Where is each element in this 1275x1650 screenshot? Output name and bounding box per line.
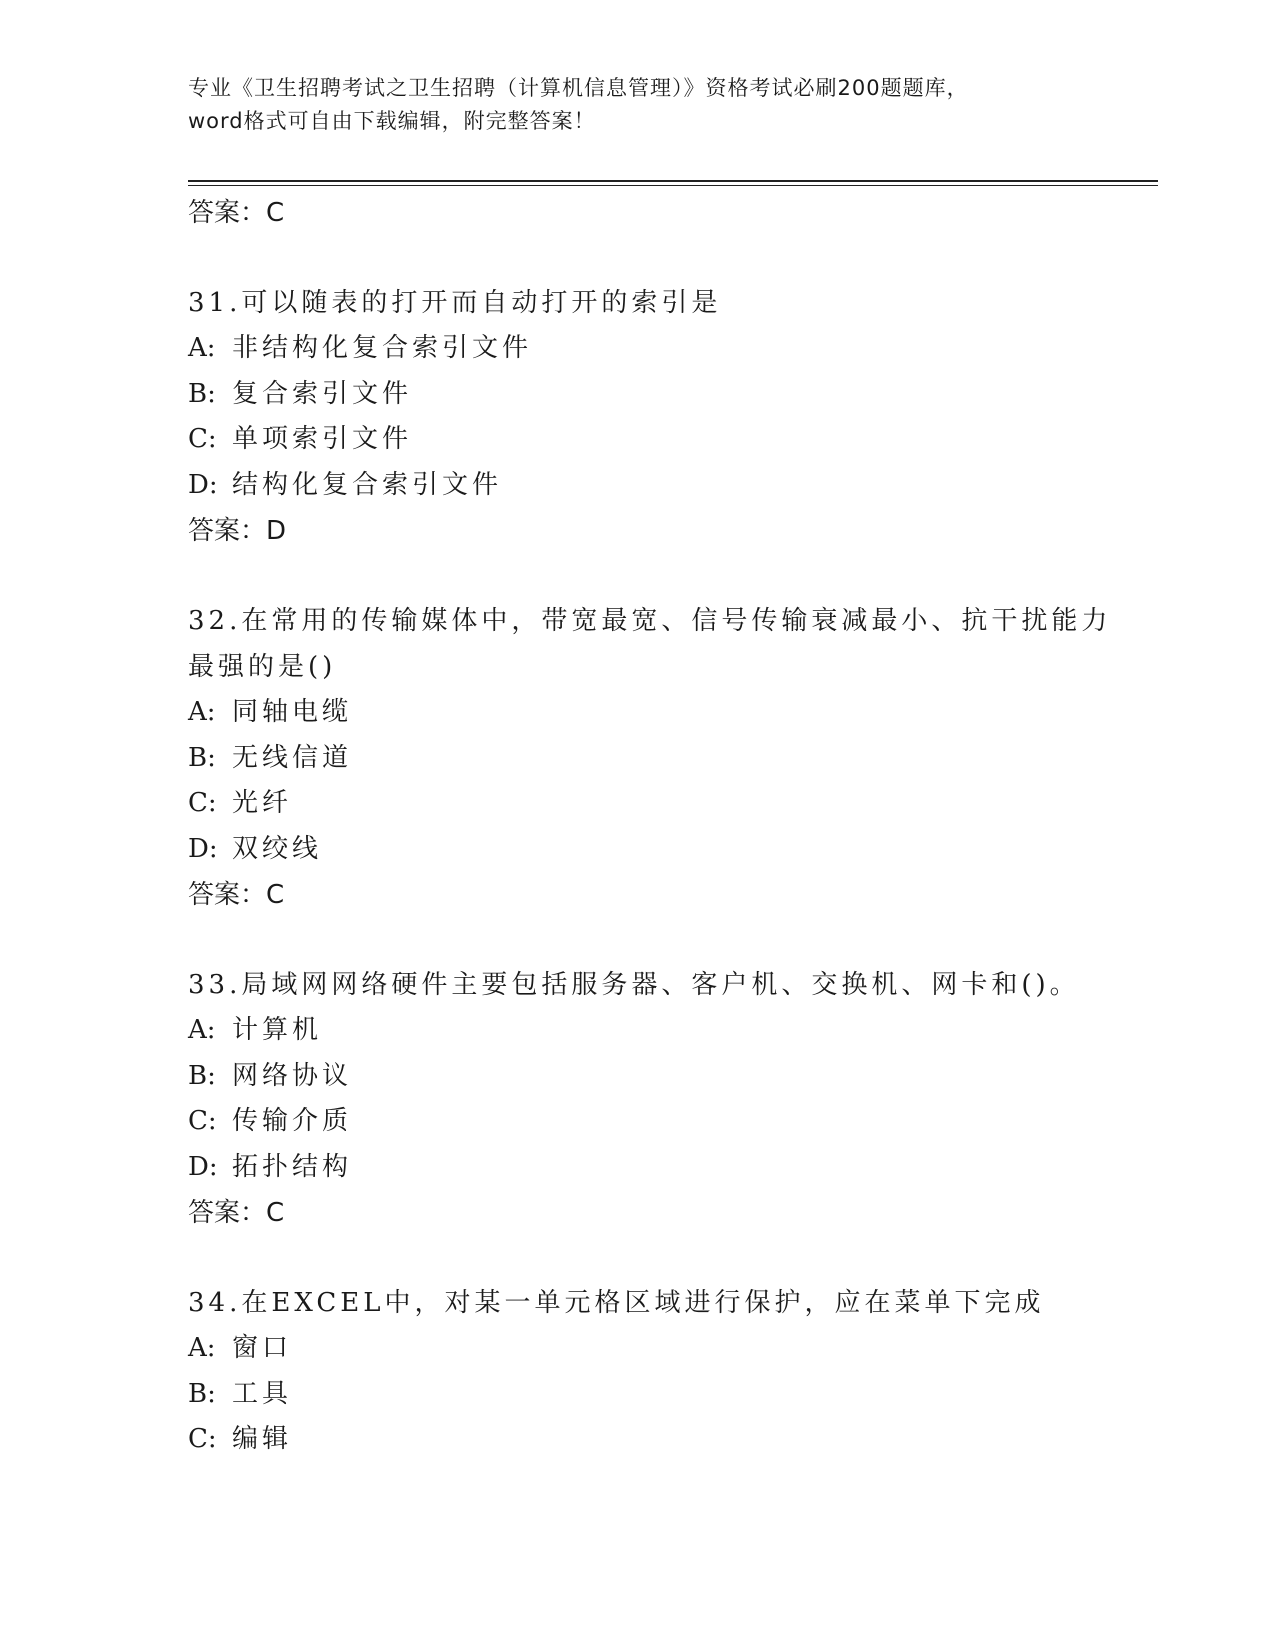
question-stem: 31.可以随表的打开而自动打开的索引是 [188, 288, 722, 318]
option-label: A: [188, 333, 216, 363]
option-b [188, 1054, 1128, 1100]
option-text: 无线信道 [232, 742, 353, 773]
option-text: 网络协议 [232, 1060, 353, 1091]
option-text: 传输介质 [232, 1106, 353, 1136]
spacer [188, 554, 1128, 598]
option-b [188, 372, 1128, 418]
header-divider-thick [188, 180, 1158, 182]
option-d [188, 463, 1128, 509]
option-label: D: [188, 469, 218, 500]
option-a [188, 326, 1128, 372]
option-label: B: [188, 378, 216, 409]
header-divider-thin [188, 185, 1158, 186]
option-c [188, 781, 1128, 827]
question-stem: 34.在EXCEL中，对某一单元格区域进行保护，应在菜单下完成 [188, 1288, 1045, 1318]
option-b [188, 1372, 1128, 1418]
question-32 [188, 598, 1128, 918]
option-text: 编辑 [232, 1424, 293, 1454]
option-b [188, 736, 1128, 782]
option-label: C: [188, 1424, 217, 1454]
option-c [188, 1099, 1128, 1145]
header-title-line-2: word格式可自由下载编辑，附完整答案！ [188, 109, 596, 133]
option-a [188, 1008, 1128, 1054]
option-label: D: [188, 833, 218, 864]
option-text: 同轴电缆 [232, 697, 353, 727]
question-stem: 33.局域网网络硬件主要包括服务器、客户机、交换机、网卡和()。 [188, 970, 1080, 1000]
option-text: 计算机 [232, 1015, 323, 1045]
option-text: 拓扑结构 [232, 1151, 353, 1182]
option-text: 光纤 [232, 788, 293, 818]
option-text: 非结构化复合索引文件 [232, 333, 533, 363]
answer-line: 答案：C [188, 880, 285, 910]
spacer [188, 918, 1128, 962]
option-d [188, 1145, 1128, 1191]
spacer [188, 236, 1128, 280]
option-d [188, 827, 1128, 873]
answer-line: 答案：D [188, 516, 287, 546]
option-label: D: [188, 1151, 218, 1182]
option-label: A: [188, 1015, 216, 1045]
question-31 [188, 280, 1128, 554]
option-label: C: [188, 788, 217, 818]
option-text: 工具 [232, 1378, 293, 1409]
option-text: 单项索引文件 [232, 424, 413, 454]
option-a [188, 690, 1128, 736]
option-text: 结构化复合索引文件 [232, 469, 503, 500]
option-label: B: [188, 742, 216, 773]
header-title-line-1: 专业《卫生招聘考试之卫生招聘（计算机信息管理）》资格考试必刷200题题库， [188, 76, 969, 100]
option-label: C: [188, 1106, 217, 1136]
option-label: C: [188, 424, 217, 454]
option-a [188, 1326, 1128, 1372]
option-label: A: [188, 697, 216, 727]
option-text: 双绞线 [232, 833, 323, 864]
question-stem-line-1: 32.在常用的传输媒体中，带宽最宽、信号传输衰减最小、抗干扰能力 [188, 606, 1112, 636]
option-c [188, 417, 1128, 463]
option-label: A: [188, 1333, 216, 1363]
answer-line: 答案：C [188, 1198, 285, 1228]
previous-question-answer: 答案：C [188, 198, 285, 228]
option-label: B: [188, 1060, 216, 1091]
question-33 [188, 962, 1128, 1236]
spacer [188, 1236, 1128, 1280]
option-text: 窗口 [232, 1333, 293, 1363]
question-stem-line-2: 最强的是() [188, 652, 337, 682]
document-header [188, 72, 1088, 138]
option-text: 复合索引文件 [232, 378, 413, 409]
option-c [188, 1417, 1128, 1463]
question-34 [188, 1280, 1128, 1463]
option-label: B: [188, 1378, 216, 1409]
question-list [188, 190, 1128, 1463]
